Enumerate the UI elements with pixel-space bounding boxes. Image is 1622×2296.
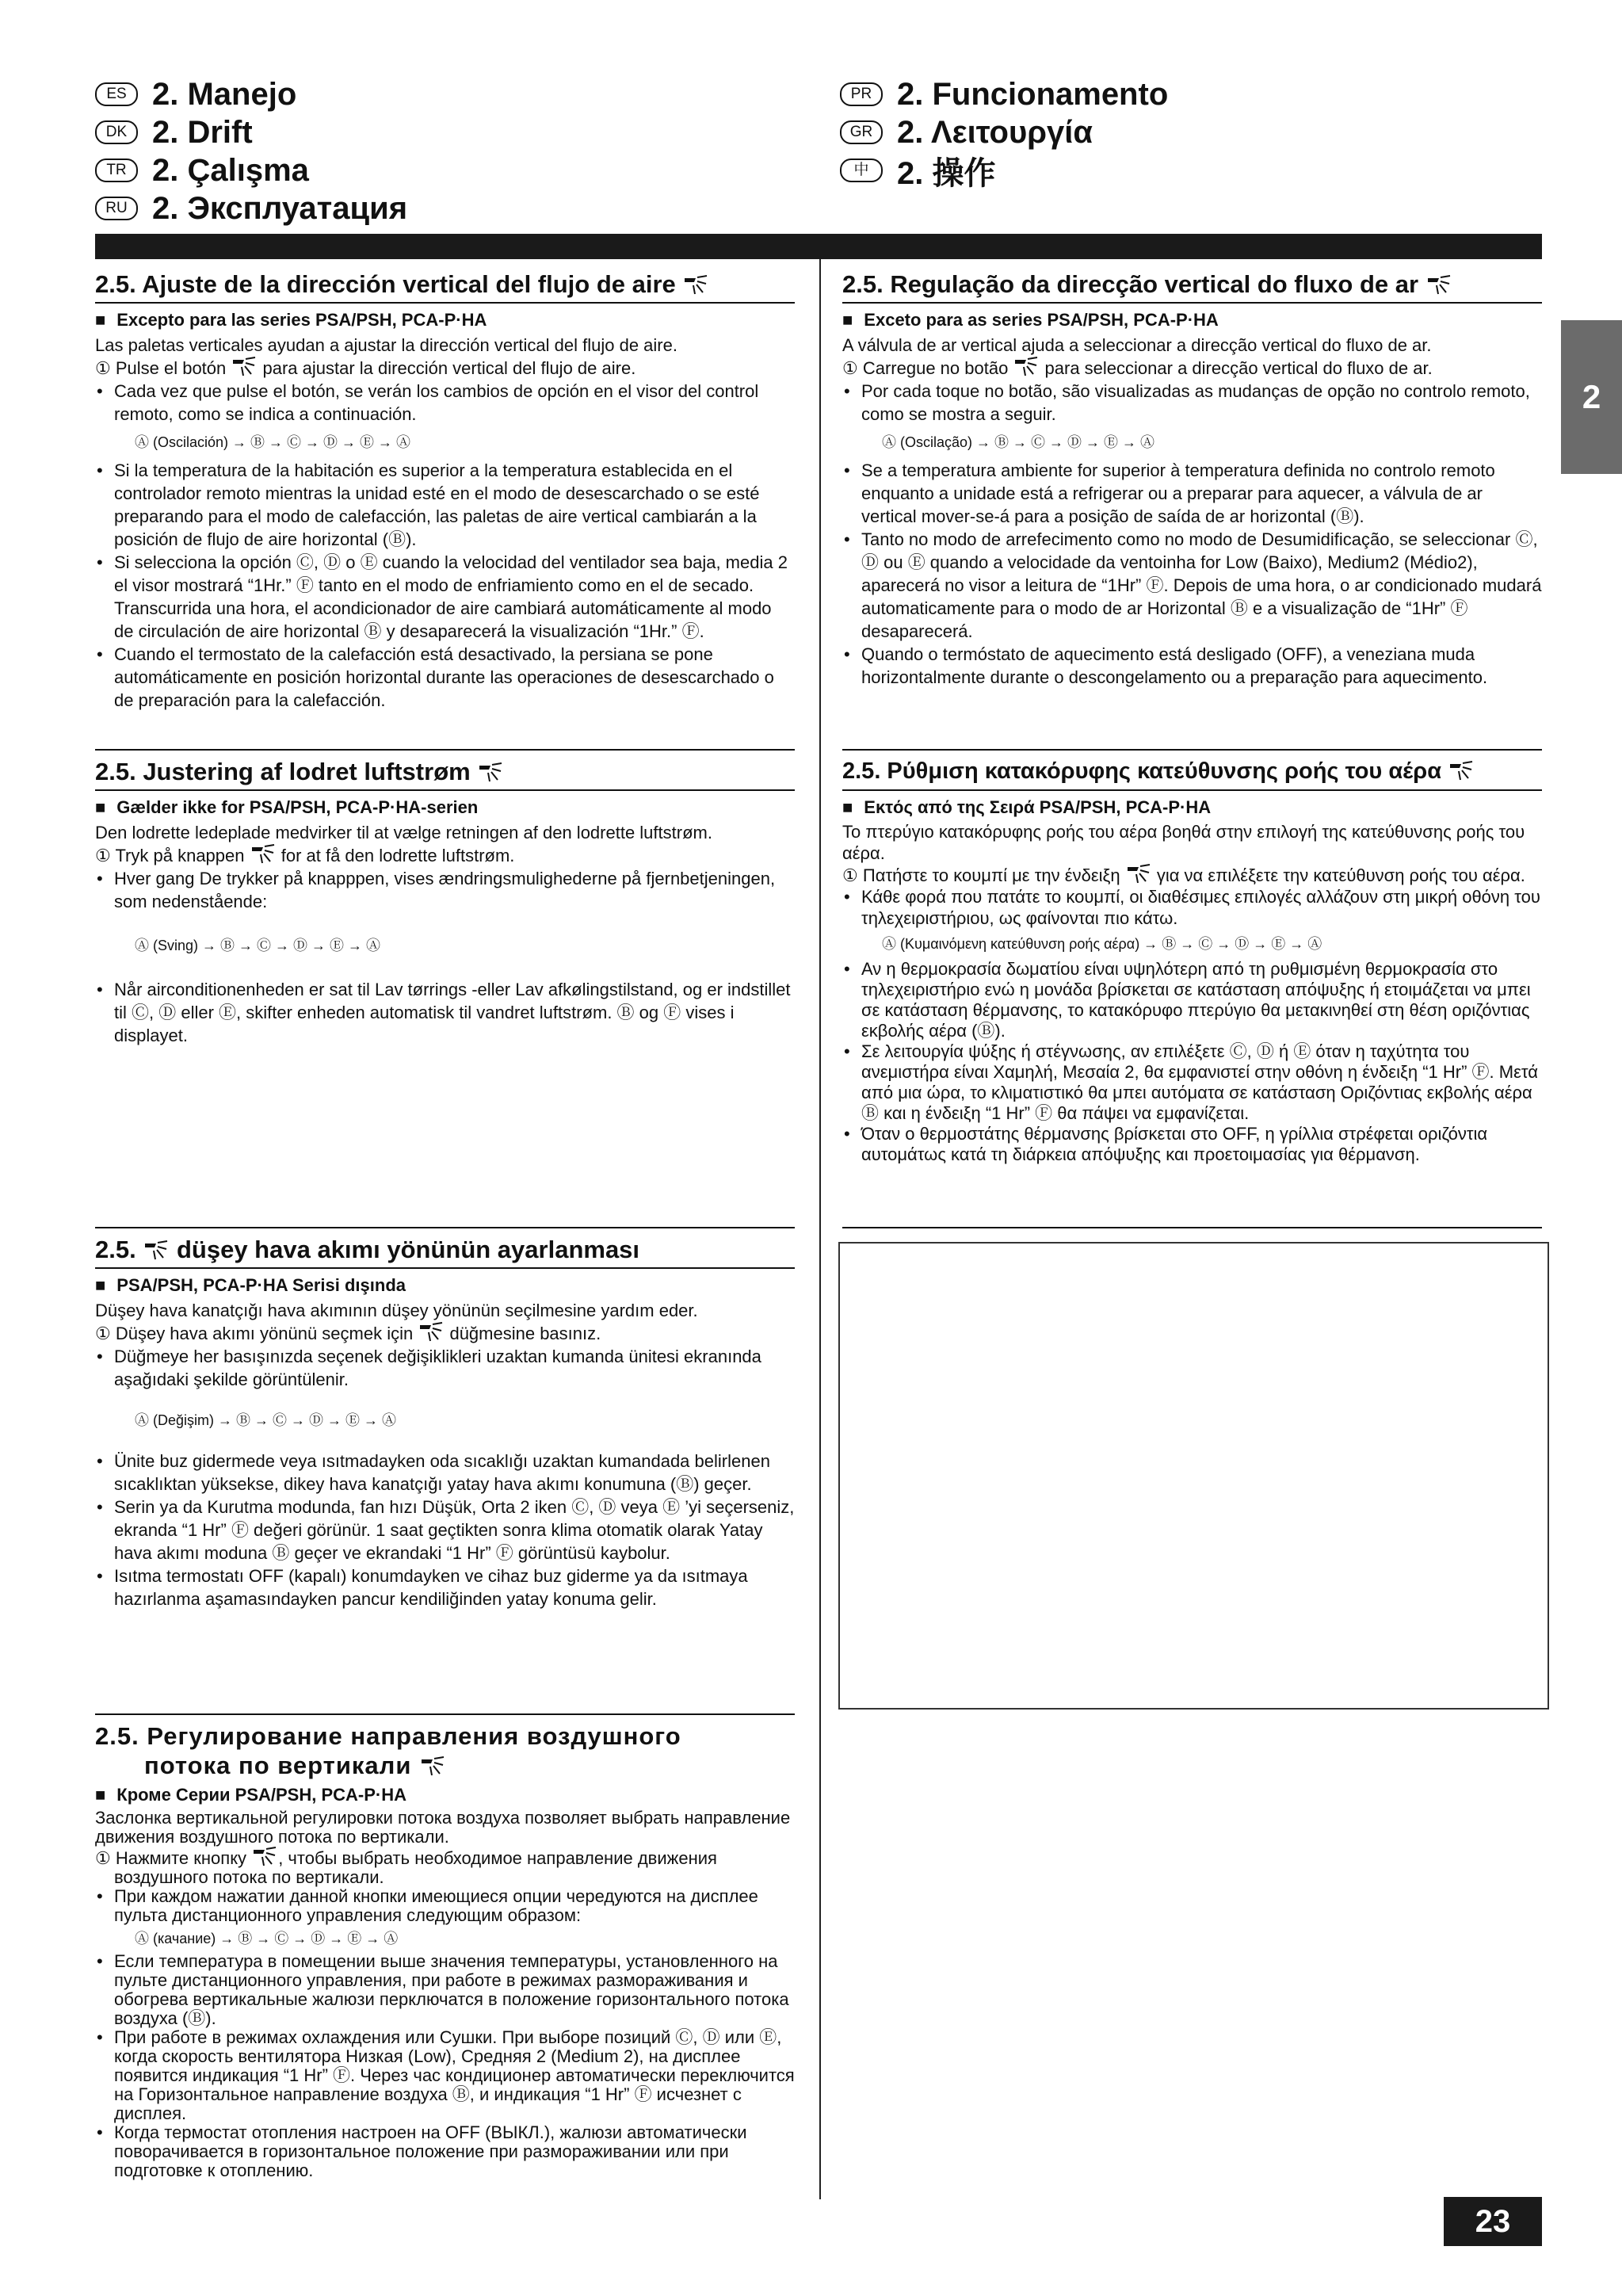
vane-button-icon (1125, 864, 1152, 884)
section-es-bullet-4: • Cuando el termostato de la calefacción está desactivado, la persiana se pone automáticamente en posición horizontal durante las operaciones de desescarchado o de preparación para la calefacción. (95, 643, 795, 712)
section-pr-subtitle: ■ Exceto para as series PSA/PSH, PCA-P·HA (842, 310, 1542, 330)
section-pr-step: ① Carregue no botão para seleccionar a direcção vertical do fluxo de ar. (842, 358, 1433, 378)
vane-icon (1425, 275, 1452, 296)
section-ru-bullet-2: • Если температура в помещении выше значения температуры, установленного на пульте дистанционного управления, при работе в режимах размораживания и обогрева вертикальные жалюзи перключатся в положение горизонтального потока воздуха (Ⓑ). (95, 1952, 795, 2028)
section-pr-bullet-4: • Quando o termóstato de aquecimento está desligado (OFF), a veneziana muda horizontalmente durante o descongelamento ou a preparação para aquecimento. (842, 643, 1542, 689)
vane-icon (477, 762, 504, 783)
section-es-bullet-2: • Si la temperatura de la habitación es superior a la temperatura establecida en el controlador remoto mientras la unidad esté en el modo de desescarchado o se esté preparando para el modo de calefacción, las paletas de aire vertical cambiarán a la posición de flujo de aire horizontal (Ⓑ). (95, 459, 795, 551)
section-dk-intro: Den lodrette ledeplade medvirker til at vælge retningen af den lodrette luftstrøm. (95, 823, 712, 842)
header-title-es: 2. Manejo (152, 76, 297, 112)
section-ru-bullet-3: • При работе в режимах охлаждения или Сушки. При выборе позиций Ⓒ, Ⓓ или Ⓔ, когда скорость вентилятора Низкая (Low), Средняя 2 (Medium 2), на дисплее появится индикация “1 Hr” Ⓕ. Через час кондиционер автоматически переключится на Горизонтальное направление воздуха Ⓑ, и индикация “1 Hr” Ⓕ исчезнет с дисплея. (95, 2028, 795, 2123)
section-gr-bullet-2: • Αν η θερμοκρασία δωματίου είναι υψηλότερη από τη ρυθμισμένη θερμοκρασία στο τηλεχειριστήριο ενώ η μονάδα βρίσκεται σε κατάσταση απόψυξης ή ετοιμάζεται να μπει σε κατάσταση θέρμανσης, το κατακόρυφο πτερύγιο θα μετακινηθεί στη θέση οριζόντιας εκβολής αέρα (Ⓑ). (842, 959, 1542, 1041)
section-ru-step: ① Нажмите кнопку , чтобы выбрать необходимое направление движения воздушного потока по вертикали. (95, 1848, 717, 1887)
divider-line (95, 749, 795, 751)
header-title-pr: 2. Funcionamento (897, 76, 1169, 112)
lang-badge-zh: 中 (840, 159, 883, 182)
section-tr-intro: Düşey hava kanatçığı hava akımının düşey yönünün seçilmesine yardım eder. (95, 1301, 698, 1320)
vane-button-icon (231, 357, 258, 377)
section-tr-subtitle: ■ PSA/PSH, PCA-P·HA Serisi dışında (95, 1275, 795, 1296)
section-tr-title: 2.5. düşey hava akımı yönünün ayarlanması (95, 1235, 795, 1269)
header-right (840, 75, 1168, 189)
section-gr-bullet-3: • Σε λειτουργία ψύξης ή στέγνωσης, αν επιλέξετε Ⓒ, Ⓓ ή Ⓔ όταν η ταχύτητα του ανεμιστήρα είναι Χαμηλή, Μεσαία 2, θα εμφανιστεί στην οθόνη η ένδειξη “1 Hr” Ⓕ. Μετά από μια ώρα, το κλιματιστικό θα μπει αυτόματα σε κατάσταση Οριζόντιας εκβολής αέρα Ⓑ και η ένδειξη “1 Hr” Ⓕ θα πάψει να εμφανίζεται. (842, 1041, 1542, 1124)
section-gr-intro: Το πτερύγιο κατακόρυφης ροής του αέρα βοηθά στην επιλογή της κατεύθυνσης ροής του αέρα. (842, 822, 1525, 863)
section-dk-subtitle: ■ Gælder ikke for PSA/PSH, PCA-P·HA-serien (95, 797, 795, 818)
section-tr-bullet-2: • Ünite buz gidermede veya ısıtmadayken oda sıcaklığı uzaktan kumandada belirlenen sıcaklıktan yüksekse, dikey hava kanatçığı yatay hava akımı konumuna (Ⓑ) geçer. (95, 1450, 795, 1496)
page-number: 23 (1444, 2197, 1542, 2246)
divider-line (95, 1227, 795, 1228)
section-dk-title: 2.5. Justering af lodret luftstrøm (95, 757, 795, 791)
vane-icon (682, 275, 709, 296)
header-title-tr: 2. Çalışma (152, 152, 309, 188)
section-ru-sequence: Ⓐ (качание) → Ⓑ → Ⓒ → Ⓓ → Ⓔ → Ⓐ (135, 1931, 399, 1946)
section-es-bullet-1: • Cada vez que pulse el botón, se verán los cambios de opción en el visor del control remoto, como se indica a continuación. (95, 380, 795, 426)
section-dk (95, 757, 795, 1047)
section-ru-bullet-4: • Когда термостат отопления настроен на OFF (ВЫКЛ.), жалюзи автоматически поворачивается в горизонтальное положение при размораживании или при подготовке к отоплению. (95, 2123, 795, 2180)
lang-badge-dk: DK (95, 120, 138, 144)
section-ru-subtitle: ■ Кроме Серии PSA/PSH, PCA-P·HA (95, 1785, 795, 1805)
section-gr-bullet-1: • Κάθε φορά που πατάτε το κουμπί, οι διαθέσιμες επιλογές αλλάζουν στη μικρή οθόνη του τηλεχειριστήριου, ως φαίνονται πιο κάτω. (842, 886, 1542, 929)
section-gr-title: 2.5. Ρύθμιση κατακόρυφης κατεύθυνσης ροής του αέρα (842, 757, 1542, 791)
header-divider-bar (95, 234, 1542, 259)
section-pr-bullet-2: • Se a temperatura ambiente for superior à temperatura definida no controlo remoto enquanto a unidade está a refrigerar ou a preparar para aquecer, a válvula de ar vertical mover-se-á para a posição de saída de ar horizontal (Ⓑ). (842, 459, 1542, 528)
section-pr-title: 2.5. Regulação da direcção vertical do fluxo de ar (842, 269, 1542, 304)
section-pr-intro: A válvula de ar vertical ajuda a seleccionar a direcção vertical do fluxo de ar. (842, 335, 1432, 355)
section-pr-bullet-1: • Por cada toque no botão, são visualizadas as mudanças de opção no controlo remoto, como se mostra a seguir. (842, 380, 1542, 426)
section-dk-bullet-1: • Hver gang De trykker på knapppen, vises ændringsmulighederne på fjernbetjeningen, som nedenstående: (95, 867, 795, 913)
vane-button-icon (251, 1847, 278, 1867)
section-pr (842, 269, 1542, 689)
section-tr-sequence: Ⓐ (Değişim) → Ⓑ → Ⓒ → Ⓓ → Ⓔ → Ⓐ (135, 1412, 397, 1428)
section-es-title: 2.5. Ajuste de la dirección vertical del flujo de aire (95, 269, 795, 304)
header-title-dk: 2. Drift (152, 114, 253, 150)
header-title-zh: 2. 操作 (897, 155, 996, 191)
section-gr-bullet-4: • Όταν ο θερμοστάτης θέρμανσης βρίσκεται στο OFF, η γρίλλια στρέφεται οριζόντια αυτομάτως κατά τη διάρκεια απόψυξης και προετοιμασίας για θέρμανση. (842, 1124, 1542, 1165)
section-ru-title: 2.5. Регулирование направления воздушного потока по вертикали (95, 1722, 681, 1779)
empty-frame (838, 1242, 1549, 1710)
lang-badge-es: ES (95, 82, 138, 106)
header-row-gr (840, 113, 1168, 151)
vane-icon (143, 1240, 170, 1261)
section-tr-bullet-4: • Isıtma termostatı OFF (kapalı) konumdayken ve cihaz buz giderme ya da ısıtmaya hazırlanma aşamasındayken pancur kendiliğinden yatay konuma gelir. (95, 1564, 795, 1610)
section-pr-sequence: Ⓐ (Oscilação) → Ⓑ → Ⓒ → Ⓓ → Ⓔ → Ⓐ (882, 434, 1155, 450)
header-row-ru (95, 189, 407, 227)
section-ru-intro: Заслонка вертикальной регулировки потока воздуха позволяет выбрать направление движения воздушного потока по вертикали. (95, 1808, 791, 1847)
section-tr (95, 1235, 795, 1610)
section-es (95, 269, 795, 712)
section-gr-step: ① Πατήστε το κουμπί με την ένδειξη για να επιλέξετε την κατεύθυνση ροής του αέρα. (842, 865, 1525, 885)
vane-icon (1448, 761, 1475, 781)
header-row-tr (95, 151, 407, 189)
column-divider (819, 259, 821, 2199)
header-row-dk (95, 113, 407, 151)
section-es-sequence: Ⓐ (Oscilación) → Ⓑ → Ⓒ → Ⓓ → Ⓔ → Ⓐ (135, 434, 411, 450)
header-row-es (95, 75, 407, 113)
section-es-intro: Las paletas verticales ayudan a ajustar la dirección vertical del flujo de aire. (95, 335, 677, 355)
section-pr-bullet-3: • Tanto no modo de arrefecimento como no modo de Desumidificação, se seleccionar Ⓒ, Ⓓ ou Ⓔ quando a velocidade da ventoinha for Low (Baixo), Medium2 (Médio2), aparecerá no visor a leitura de “1Hr” Ⓕ. Depois de uma hora, o ar condicionado mudará automaticamente para o modo de ar Horizontal Ⓑ e a visualização de “1Hr” Ⓕ desaparecerá. (842, 528, 1542, 643)
section-gr-sequence: Ⓐ (Κυμαινόμενη κατεύθυνση ροής αέρα) → Ⓑ → Ⓒ → Ⓓ → Ⓔ → Ⓐ (882, 936, 1322, 952)
section-tr-bullet-1: • Düğmeye her basışınızda seçenek değişiklikleri uzaktan kumanda ünitesi ekranında aşağıdaki şekilde görüntülenir. (95, 1345, 795, 1391)
section-dk-bullet-2: • Når airconditionenheden er sat til Lav tørrings -eller Lav afkølingstilstand, og er indstillet til Ⓒ, Ⓓ eller Ⓔ, skifter enheden automatisk til vandret luftstrøm. Ⓑ og Ⓕ vises i displayet. (95, 978, 795, 1047)
lang-badge-gr: GR (840, 120, 883, 144)
section-ru (95, 1721, 795, 2180)
lang-badge-pr: PR (840, 82, 883, 106)
vane-button-icon (418, 1322, 445, 1343)
chapter-tab: 2 (1561, 320, 1622, 474)
divider-line (95, 1713, 795, 1715)
header-title-gr: 2. Λειτουργία (897, 114, 1093, 150)
section-ru-bullet-1: • При каждом нажатии данной кнопки имеющиеся опции чередуются на дисплее пульта дистанционного управления следующим образом: (95, 1887, 795, 1925)
header-row-zh (840, 151, 1168, 189)
lang-badge-tr: TR (95, 159, 138, 182)
vane-button-icon (250, 844, 277, 865)
section-tr-step: ① Düşey hava akımı yönünü seçmek için düğmesine basınız. (95, 1324, 601, 1343)
header-row-pr (840, 75, 1168, 113)
divider-line (842, 1227, 1542, 1228)
lang-badge-ru: RU (95, 197, 138, 220)
divider-line (842, 749, 1542, 751)
vane-icon (419, 1756, 446, 1777)
header-title-ru: 2. Эксплуатация (152, 190, 408, 226)
header-left (95, 75, 407, 227)
section-es-bullet-3: • Si selecciona la opción Ⓒ, Ⓓ o Ⓔ cuando la velocidad del ventilador sea baja, media 2 el visor mostrará “1Hr.” Ⓕ tanto en el modo de enfriamiento como en el de secado. Transcurrida una hora, el acondicionador de aire cambiará automáticamente al modo de circulación de aire horizontal Ⓑ y desaparecerá la visualización “1Hr.” Ⓕ. (95, 551, 795, 643)
section-es-step: ① Pulse el botón para ajustar la dirección vertical del flujo de aire. (95, 358, 636, 378)
section-tr-bullet-3: • Serin ya da Kurutma modunda, fan hızı Düşük, Orta 2 iken Ⓒ, Ⓓ veya Ⓔ ’yi seçerseniz, ekranda “1 Hr” Ⓕ değeri görünür. 1 saat geçtikten sonra klima otomatik olarak Yatay hava akımı moduna Ⓑ geçer ve ekrandaki “1 Hr” Ⓕ görüntüsü kaybolur. (95, 1496, 795, 1564)
section-es-subtitle: ■ Excepto para las series PSA/PSH, PCA-P·HA (95, 310, 795, 330)
vane-button-icon (1013, 357, 1040, 377)
section-gr (842, 757, 1542, 1165)
section-dk-sequence: Ⓐ (Sving) → Ⓑ → Ⓒ → Ⓓ → Ⓔ → Ⓐ (135, 938, 381, 953)
section-gr-subtitle: ■ Εκτός από της Σειρά PSA/PSH, PCA-P·HA (842, 797, 1542, 818)
section-dk-step: ① Tryk på knappen for at få den lodrette luftstrøm. (95, 846, 515, 865)
